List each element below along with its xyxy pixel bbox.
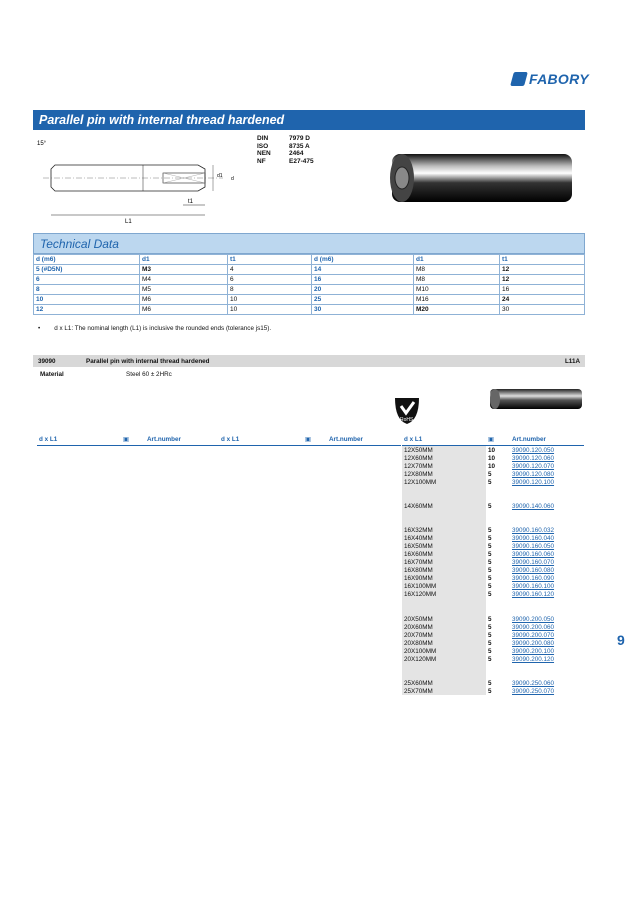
art-number-link[interactable]: 39090.160.060 <box>512 551 555 559</box>
size-cell <box>402 494 486 502</box>
table-row <box>402 535 584 543</box>
size-cell: 12X100MM <box>402 478 486 486</box>
size-cell: 12X80MM <box>402 470 486 478</box>
art-number-link[interactable]: 39090.160.120 <box>512 591 555 599</box>
art-number-link[interactable]: 39090.160.032 <box>512 526 555 534</box>
box-icon: ▣ <box>488 436 494 443</box>
rohs-icon <box>393 396 421 426</box>
table-row: 6 M4 6 16 M8 12 <box>34 275 585 285</box>
size-cell: 12X50MM <box>402 446 486 454</box>
product-header <box>33 355 585 367</box>
table-row <box>402 607 584 615</box>
size-cell: 20X60MM <box>402 623 486 631</box>
table-row <box>402 583 584 591</box>
qty-cell: 5 <box>488 478 492 486</box>
table-row <box>402 663 584 671</box>
size-cell <box>402 599 486 607</box>
table-row <box>402 551 584 559</box>
table-row <box>402 446 584 454</box>
size-cell: 16X80MM <box>402 567 486 575</box>
size-cell <box>402 510 486 518</box>
table-row <box>402 478 584 486</box>
size-cell: 25X70MM <box>402 687 486 695</box>
L1-label: L1 <box>125 219 132 225</box>
art-number-link[interactable]: 39090.120.050 <box>512 446 555 454</box>
table-row <box>402 559 584 567</box>
technical-drawing <box>33 135 253 225</box>
qty-cell: 10 <box>488 462 496 470</box>
art-number-link[interactable]: 39090.140.060 <box>512 502 555 510</box>
table-row <box>402 623 584 631</box>
size-cell: 16X50MM <box>402 543 486 551</box>
qty-cell: 5 <box>488 647 492 655</box>
size-cell: 16X100MM <box>402 583 486 591</box>
qty-cell: 5 <box>488 591 492 599</box>
size-cell: 16X40MM <box>402 535 486 543</box>
product-name: Parallel pin with internal thread hardened <box>86 357 210 365</box>
qty-cell: 5 <box>488 470 492 478</box>
art-number-link[interactable]: 39090.120.100 <box>512 478 555 486</box>
fabory-logo <box>512 70 589 88</box>
art-number-link[interactable]: 39090.250.060 <box>512 679 555 687</box>
qty-cell: 10 <box>488 454 496 462</box>
qty-cell: 5 <box>488 559 492 567</box>
size-cell: 20X120MM <box>402 655 486 663</box>
article-list-2 <box>219 434 401 446</box>
qty-cell: 5 <box>488 543 492 551</box>
qty-cell: 5 <box>488 575 492 583</box>
size-cell <box>402 663 486 671</box>
size-cell <box>402 518 486 526</box>
table-row <box>402 543 584 551</box>
art-number-link[interactable]: 39090.160.100 <box>512 583 555 591</box>
box-icon: ▣ <box>305 436 311 443</box>
table-row <box>402 631 584 639</box>
table-row <box>402 647 584 655</box>
qty-cell: 5 <box>488 502 492 510</box>
art-number-link[interactable]: 39090.160.050 <box>512 543 555 551</box>
standards-list: DIN 7979 D ISO 8735 A NEN 2464 NF E27-475 <box>257 135 314 165</box>
size-cell: 20X50MM <box>402 615 486 623</box>
page-number: 9 <box>617 632 625 648</box>
tech-heading: Technical Data <box>33 233 585 254</box>
pin-photo-small <box>485 386 585 412</box>
table-row <box>402 639 584 647</box>
table-row: 12 M6 10 30 M20 30 <box>34 305 585 315</box>
qty-cell: 5 <box>488 679 492 687</box>
qty-cell: 5 <box>488 623 492 631</box>
art-number-link[interactable]: 39090.200.100 <box>512 647 555 655</box>
art-number-link[interactable]: 39090.160.040 <box>512 535 555 543</box>
art-number-link[interactable]: 39090.160.090 <box>512 575 555 583</box>
box-icon: ▣ <box>123 436 129 443</box>
table-row <box>402 671 584 679</box>
qty-cell: 5 <box>488 567 492 575</box>
size-cell: 20X80MM <box>402 639 486 647</box>
qty-cell: 5 <box>488 526 492 534</box>
product-code: 39090 <box>38 357 56 365</box>
t1-label: t1 <box>188 199 194 205</box>
size-cell: 20X100MM <box>402 647 486 655</box>
table-row <box>402 494 584 502</box>
qty-cell: 5 <box>488 687 492 695</box>
size-cell: 14X60MM <box>402 502 486 510</box>
size-cell: 25X60MM <box>402 679 486 687</box>
size-cell: 16X32MM <box>402 526 486 534</box>
art-number-link[interactable]: 39090.200.070 <box>512 631 555 639</box>
tolerance-note: • d x L1: The nominal length (L1) is inclusive the rounded ends (tolerance js15). <box>38 325 272 332</box>
brand-name: FABORY <box>529 71 589 87</box>
table-row <box>402 502 584 510</box>
table-row: 5 (#D5N) M3 4 14 M8 12 <box>34 265 585 275</box>
qty-cell: 5 <box>488 655 492 663</box>
size-cell <box>402 607 486 615</box>
column-header: d x L1 ▣ Art.number <box>402 434 584 446</box>
table-row <box>402 486 584 494</box>
art-number-link[interactable]: 39090.250.070 <box>512 687 555 695</box>
product-ref: L11A <box>564 357 580 365</box>
logo-mark <box>510 72 528 86</box>
qty-cell: 5 <box>488 639 492 647</box>
article-list-1 <box>37 434 219 446</box>
table-row <box>402 454 584 462</box>
size-cell: 20X70MM <box>402 631 486 639</box>
column-header: d x L1 ▣ Art.number <box>37 434 219 446</box>
qty-cell: 5 <box>488 551 492 559</box>
size-cell: 12X60MM <box>402 454 486 462</box>
table-row <box>402 599 584 607</box>
art-number-link[interactable]: 39090.200.060 <box>512 623 555 631</box>
art-number-link[interactable]: 39090.120.080 <box>512 470 555 478</box>
qty-cell: 5 <box>488 583 492 591</box>
table-row <box>402 526 584 534</box>
table-row: 8 M5 8 20 M10 16 <box>34 285 585 295</box>
table-row <box>402 518 584 526</box>
table-row <box>402 510 584 518</box>
table-row: 10 M6 10 25 M16 24 <box>34 295 585 305</box>
column-header: d x L1 ▣ Art.number <box>219 434 401 446</box>
table-row <box>402 575 584 583</box>
art-number-link[interactable]: 39090.200.050 <box>512 615 555 623</box>
art-number-link[interactable]: 39090.200.120 <box>512 655 555 663</box>
size-cell <box>402 486 486 494</box>
table-row <box>402 615 584 623</box>
size-cell: 16X90MM <box>402 575 486 583</box>
art-number-link[interactable]: 39090.160.070 <box>512 559 555 567</box>
material-row: Material Steel 60 ± 2HRc <box>40 371 172 378</box>
angle-label: 15° <box>37 141 47 147</box>
qty-cell: 5 <box>488 535 492 543</box>
art-number-link[interactable]: 39090.160.080 <box>512 567 555 575</box>
size-cell: 12X70MM <box>402 462 486 470</box>
size-cell: 16X70MM <box>402 559 486 567</box>
d1-label: d1 <box>217 173 223 179</box>
table-row <box>402 655 584 663</box>
qty-cell: 10 <box>488 446 496 454</box>
article-list-3 <box>402 434 584 695</box>
size-cell <box>402 671 486 679</box>
rohs-label: RoHS <box>400 417 414 423</box>
qty-cell: 5 <box>488 631 492 639</box>
table-row <box>402 679 584 687</box>
qty-cell: 5 <box>488 615 492 623</box>
table-row <box>402 470 584 478</box>
size-cell: 16X120MM <box>402 591 486 599</box>
table-row <box>402 567 584 575</box>
pin-photo <box>380 144 585 212</box>
art-number-link[interactable]: 39090.120.060 <box>512 454 555 462</box>
table-row <box>402 687 584 695</box>
technical-data-table: Technical Data d (m6) d1 t1 d (m6) d1 t1 5 (#D5N) M3 4 14 M8 12 6 M4 6 16 M8 12 8 M5 8 20 M10 16 10 M6 10 25 M16 24 12 M6 10 30 M20 30 <box>33 233 585 315</box>
page-title: Parallel pin with internal thread hardened <box>33 110 585 130</box>
art-number-link[interactable]: 39090.200.080 <box>512 639 555 647</box>
size-cell: 16X60MM <box>402 551 486 559</box>
table-row <box>402 591 584 599</box>
d-label: d <box>231 176 234 182</box>
art-number-link[interactable]: 39090.120.070 <box>512 462 555 470</box>
table-row <box>402 462 584 470</box>
